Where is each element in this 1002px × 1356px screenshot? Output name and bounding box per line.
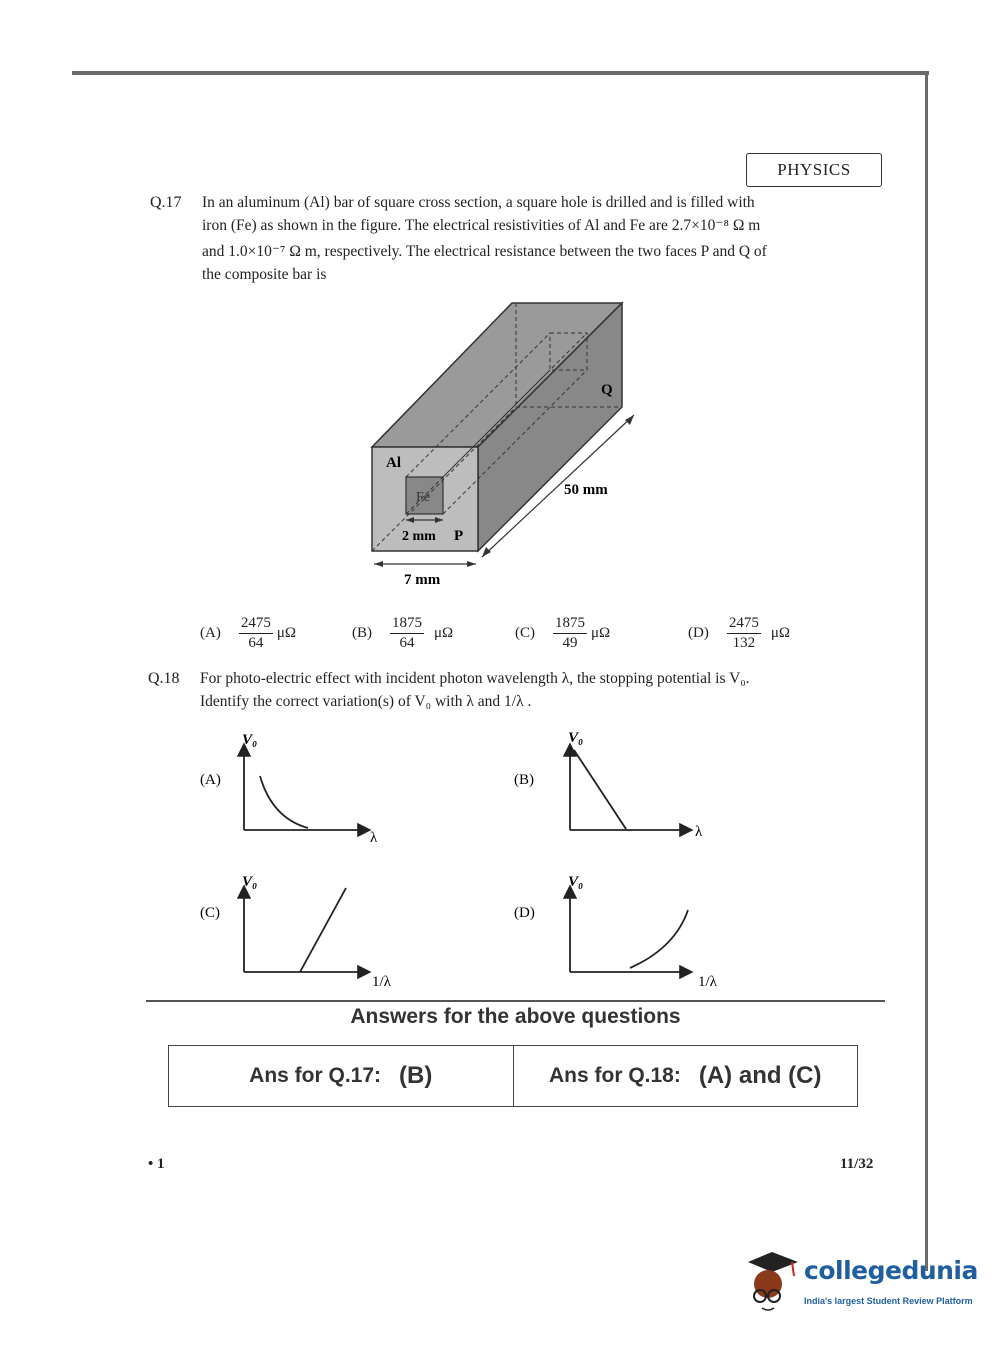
graph-b bbox=[514, 730, 703, 840]
logo-wordmark: collegedunia bbox=[804, 1256, 978, 1285]
q17-figure bbox=[360, 295, 650, 595]
label-fe: Fe bbox=[416, 490, 430, 505]
fraction bbox=[553, 615, 587, 652]
q17-text-line1: In an aluminum (Al) bar of square cross section, a square hole is drilled and is filled with bbox=[202, 194, 755, 211]
option-unit: μΩ bbox=[434, 625, 454, 641]
graph-d-x-label: 1/λ bbox=[698, 974, 717, 990]
graph-a-y-label: V₀ bbox=[242, 732, 258, 748]
graph-a-label: (A) bbox=[200, 772, 221, 788]
option-unit: μΩ bbox=[591, 625, 611, 641]
graph-c-y-label: V₀ bbox=[242, 874, 258, 890]
graph-a-curve bbox=[260, 776, 308, 828]
graph-c-label: (C) bbox=[200, 905, 220, 921]
label-al: Al bbox=[386, 455, 401, 471]
collegedunia-logo[interactable] bbox=[742, 1248, 978, 1318]
q17-option-b[interactable] bbox=[352, 615, 453, 652]
label-50mm: 50 mm bbox=[564, 482, 608, 498]
arrowhead bbox=[467, 561, 476, 567]
q17-option-a[interactable] bbox=[200, 615, 296, 652]
fraction-numerator: 1875 bbox=[390, 615, 424, 634]
option-unit: μΩ bbox=[276, 625, 297, 641]
fraction bbox=[390, 615, 424, 652]
fraction-denominator: 49 bbox=[562, 635, 578, 651]
graph-c-x-label: 1/λ bbox=[372, 974, 391, 990]
fraction-denominator: 64 bbox=[248, 635, 264, 651]
q18-text-line2: Identify the correct variation(s) of V₀ with λ and 1/λ . bbox=[200, 693, 532, 710]
option-unit: μΩ bbox=[770, 625, 791, 641]
q17-option-d[interactable] bbox=[688, 615, 790, 652]
graph-d bbox=[514, 874, 718, 990]
arrowhead bbox=[374, 561, 383, 567]
fraction bbox=[239, 615, 273, 652]
q17-option-c[interactable] bbox=[515, 615, 610, 652]
fraction-numerator: 2475 bbox=[727, 615, 761, 634]
fraction-denominator: 64 bbox=[399, 635, 415, 651]
q17-number: Q.17 bbox=[150, 194, 182, 211]
graph-c-line bbox=[300, 888, 346, 972]
label-2mm: 2 mm bbox=[402, 529, 436, 544]
answers-divider bbox=[146, 1000, 885, 1002]
option-label: (D) bbox=[688, 625, 709, 641]
answers-table bbox=[168, 1045, 858, 1107]
q18-graphs bbox=[190, 726, 750, 996]
q17-text-line3: and 1.0×10⁻⁷ Ω m, respectively. The electrical resistance between the two faces P and Q of bbox=[202, 243, 767, 260]
logo-mascot-icon bbox=[742, 1248, 802, 1314]
arrowhead bbox=[625, 415, 634, 425]
option-label: (B) bbox=[352, 625, 372, 641]
fraction-numerator: 1875 bbox=[553, 615, 587, 634]
graph-a-x-label: λ bbox=[370, 830, 378, 846]
footer-page-number: 11/32 bbox=[840, 1156, 874, 1172]
page-top-border bbox=[72, 71, 929, 75]
q17-text-line2: iron (Fe) as shown in the figure. The electrical resistivities of Al and Fe are 2.7×10⁻⁸ Ω m bbox=[202, 217, 761, 234]
label-q: Q bbox=[601, 382, 613, 398]
footer-left-marker: • 1 bbox=[148, 1156, 165, 1172]
fraction-numerator: 2475 bbox=[239, 615, 273, 634]
label-p: P bbox=[454, 528, 464, 544]
answer-q17-label: Ans for Q.17: bbox=[249, 1064, 382, 1087]
graph-d-label: (D) bbox=[514, 905, 535, 921]
label-7mm: 7 mm bbox=[404, 572, 441, 588]
graph-b-line bbox=[574, 750, 626, 829]
logo-tagline: India's largest Student Review Platform bbox=[804, 1296, 973, 1306]
answer-q18-value: (A) and (C) bbox=[698, 1062, 822, 1089]
answer-q17-value: (B) bbox=[399, 1062, 433, 1089]
fraction bbox=[727, 615, 761, 652]
answers-heading: Answers for the above questions bbox=[350, 1005, 681, 1028]
arrowhead bbox=[482, 547, 491, 557]
q18-text-line1: For photo-electric effect with incident photon wavelength λ, the stopping potential is V₀. bbox=[200, 670, 750, 687]
graph-d-y-label: V₀ bbox=[568, 874, 584, 890]
graph-d-curve bbox=[630, 910, 688, 968]
graph-b-label: (B) bbox=[514, 772, 534, 788]
graph-a bbox=[200, 732, 378, 846]
graph-b-y-label: V₀ bbox=[568, 730, 584, 746]
answer-q18-cell bbox=[513, 1046, 858, 1106]
graph-c bbox=[200, 874, 392, 990]
answer-q18-label: Ans for Q.18: bbox=[549, 1064, 681, 1087]
subject-header: PHYSICS bbox=[746, 153, 882, 187]
graph-b-x-label: λ bbox=[695, 824, 703, 840]
option-label: (C) bbox=[515, 625, 535, 641]
q18-number: Q.18 bbox=[148, 670, 180, 687]
q17-text-line4: the composite bar is bbox=[202, 266, 327, 283]
option-label: (A) bbox=[200, 625, 221, 641]
answer-q17-cell bbox=[169, 1046, 513, 1106]
fraction-denominator: 132 bbox=[732, 635, 756, 651]
page-right-border bbox=[925, 71, 928, 1271]
